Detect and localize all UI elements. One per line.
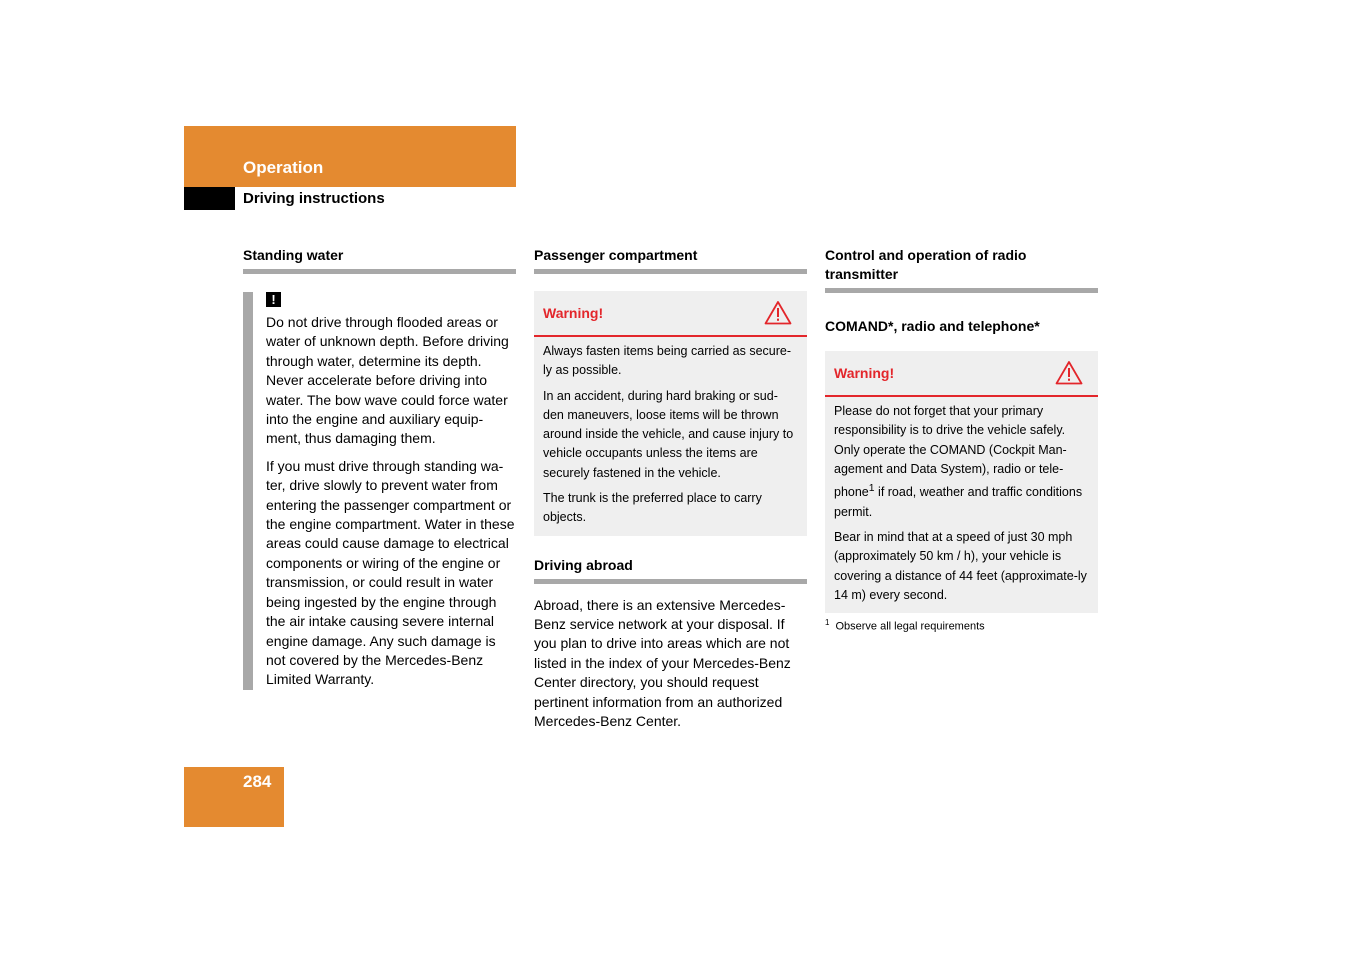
warning-triangle-icon [1055, 360, 1083, 385]
page-number: 284 [243, 772, 272, 791]
warning-triangle-icon [764, 300, 792, 325]
warning-paragraph: Bear in mind that at a speed of just 30 mph (approximately 50 km / h), your vehicle is covering a distance of 44 feet (approximate-ly 14 m) every second. [834, 529, 1087, 602]
header-band [184, 126, 516, 187]
driving-abroad-text: Abroad, there is an extensive Mercedes-Benz service network at your disposal. If you plan to drive into areas which are not listed in the index of your Mercedes-Benz Center directory, you should request pertinent information from an authorized Mercedes-Benz Center. [534, 596, 791, 730]
warning-body [534, 337, 807, 536]
radio-transmitter-heading: Control and operation of radio transmitter [825, 246, 1098, 293]
passenger-compartment-heading: Passenger compartment [534, 246, 807, 274]
warning-paragraph [834, 402, 1089, 522]
note-paragraph: If you must drive through standing wa-ter, drive slowly to prevent water from entering the passenger compartment or the engine compartment. Water in these areas could cause damage to electrical components or wiring of the engine or transmission, or could result in water being ingested by the engine through the air intake causing severe internal engine damage. Any such damage is not covered by the Mercedes-Benz Limited Warranty. [266, 457, 515, 688]
warning-header [825, 351, 1098, 397]
warning-paragraph: Always fasten items being carried as secure-ly as possible. [543, 344, 792, 378]
exclamation-square-icon: ! [266, 292, 281, 307]
column-radio-transmitter [825, 246, 1098, 633]
driving-abroad-heading: Driving abroad [534, 556, 807, 584]
caution-note [243, 292, 516, 690]
warning-text: Please do not forget that your primary responsibility is to drive the vehicle safely. Only operate the COMAND (Cockpit Man-agement and Data System), radio or tele-phone [834, 404, 1067, 500]
note-paragraph: Do not drive through flooded areas or water of unknown depth. Before driving through water, determine its depth. Never accelerate before driving into water. The bow wave could force water into the engine and auxiliary equip-ment, thus damaging them. [266, 314, 509, 447]
footnote-text: Observe all legal requirements [835, 620, 985, 633]
footnote-ref: 1 [868, 483, 875, 495]
warning-paragraph: The trunk is the preferred place to carry objects. [543, 491, 762, 525]
section-title: Operation [243, 158, 324, 177]
column-passenger-compartment [534, 246, 807, 732]
warning-body [825, 397, 1098, 613]
subsection-title: Driving instructions [243, 190, 385, 207]
warning-box [534, 291, 807, 536]
column-standing-water [243, 246, 516, 690]
warning-paragraph: In an accident, during hard braking or sud-den maneuvers, loose items will be thrown around inside the vehicle, and cause injury to vehicle occupants unless the items are securely fastened in the vehicle. [543, 388, 794, 480]
warning-box [825, 351, 1098, 613]
footnote [825, 618, 1098, 633]
comand-subheading: COMAND*, radio and telephone* [825, 318, 1040, 334]
warning-header [534, 291, 807, 337]
header-marker [184, 187, 235, 210]
warning-label: Warning! [834, 365, 895, 381]
standing-water-heading: Standing water [243, 246, 516, 274]
note-bar [243, 292, 253, 690]
footnote-marker: 1 [825, 618, 830, 628]
warning-label: Warning! [543, 305, 604, 321]
warning-text: if road, weather and traffic conditions permit. [834, 485, 1083, 519]
